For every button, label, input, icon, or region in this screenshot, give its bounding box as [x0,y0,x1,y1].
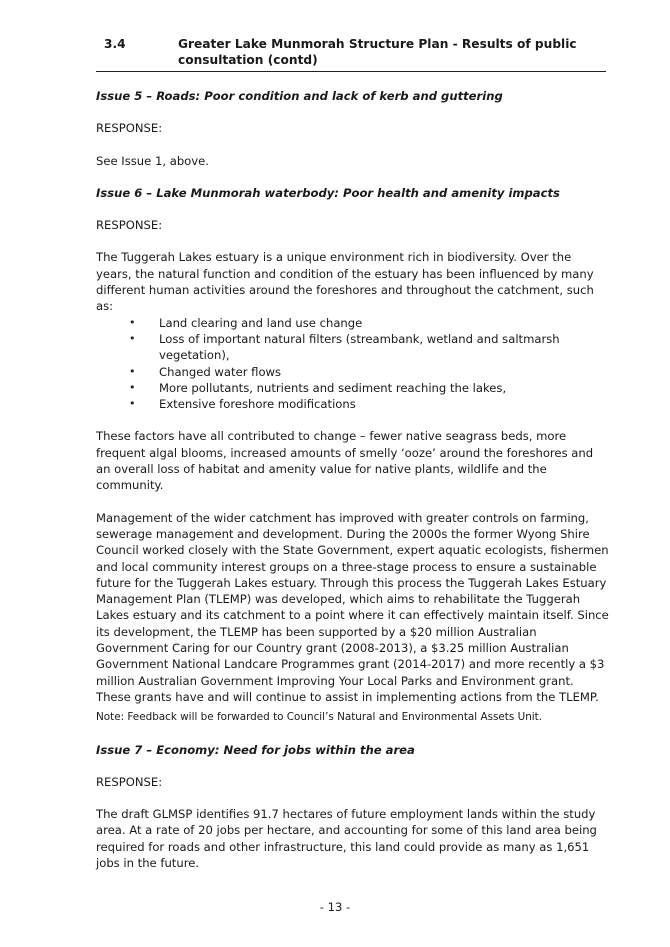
section-number: 3.4 [104,37,126,51]
issue-7-response-text: The draft GLMSP identifies 91.7 hectares of future employment lands within the study area. At a rate of 20 jobs per hectare, and accounting for some of this land area being required for roads and other infrastructure, this land could provide as many as 1,651 jobs in the future. [96,807,597,870]
issue-5-heading: Issue 5 – Roads: Poor condition and lack of kerb and guttering [96,89,503,103]
list-item: • Land clearing and land use change [129,315,363,330]
bullet-icon: • [129,315,136,329]
issue-5-response-text: See Issue 1, above. [96,153,209,168]
page-number: - 13 - [319,900,351,914]
issue-6-bullet-list [96,315,610,413]
bullet-icon: • [129,364,136,378]
issue-6-paragraph-3: Management of the wider catchment has improved with greater controls on farming, sewerage management and development. During the 2000s the former Wyong Shire Council worked closely with the State Government, expert aquatic ecologists, fishermen and local community interest groups on a three-stage process to ensure a sustainable future for the Tuggerah Lakes estuary. Through this process the Tuggerah Lakes Estuary Management Plan (TLEMP) was developed, which aims to rehabilitate the Tuggerah Lakes estuary and its catchment to a point where it can effectively maintain itself. Since its development, the TLEMP has been supported by a $20 million Australian Government Caring for our Country grant (2008-2013), a $3.25 million Australian Government National Landcare Programmes grant (2014-2017) and more recently a $3 million Australian Government Improving Your Local Parks and Environment grant. These grants have and will continue to assist in implementing actions from the TLEMP. [96,510,609,704]
list-item: • Extensive foreshore modifications [129,397,356,412]
list-item: • Loss of important natural filters (streambank, wetland and saltmarsh vegetation), [129,331,560,363]
list-item: • Changed water flows [129,364,282,379]
issue-6-response-label: RESPONSE: [96,218,163,233]
issue-6-intro-paragraph: The Tuggerah Lakes estuary is a unique environment rich in biodiversity. Over the years, the natural function and condition of the estuary has been influenced by many different human activities around the foreshores and throughout the catchment, such as: [96,250,594,314]
header-rule [96,71,606,72]
list-item: • More pollutants, nutrients and sediment reaching the lakes, [129,380,507,395]
issue-5-response-label: RESPONSE: [96,121,163,136]
issue-6-heading: Issue 6 – Lake Munmorah waterbody: Poor health and amenity impacts [96,185,560,200]
document-body [96,88,610,887]
bullet-icon: • [129,397,136,411]
section-title: Greater Lake Munmorah Structure Plan - Results of public consultation (contd) [178,37,577,67]
issue-6-paragraph-2: These factors have all contributed to change – fewer native seagrass beds, more frequent algal blooms, increased amounts of smelly ‘ooze’ around the foreshores and an overall loss of habitat and amenity value for native plants, wildlife and the community. [96,429,594,493]
bullet-icon: • [129,331,136,345]
issue-6-note: Note: Feedback will be forwarded to Council’s Natural and Environmental Assets Unit. [96,711,543,724]
bullet-icon: • [129,380,136,394]
issue-7-heading: Issue 7 – Economy: Need for jobs within the area [96,742,415,757]
issue-7-response-label: RESPONSE: [96,774,163,789]
